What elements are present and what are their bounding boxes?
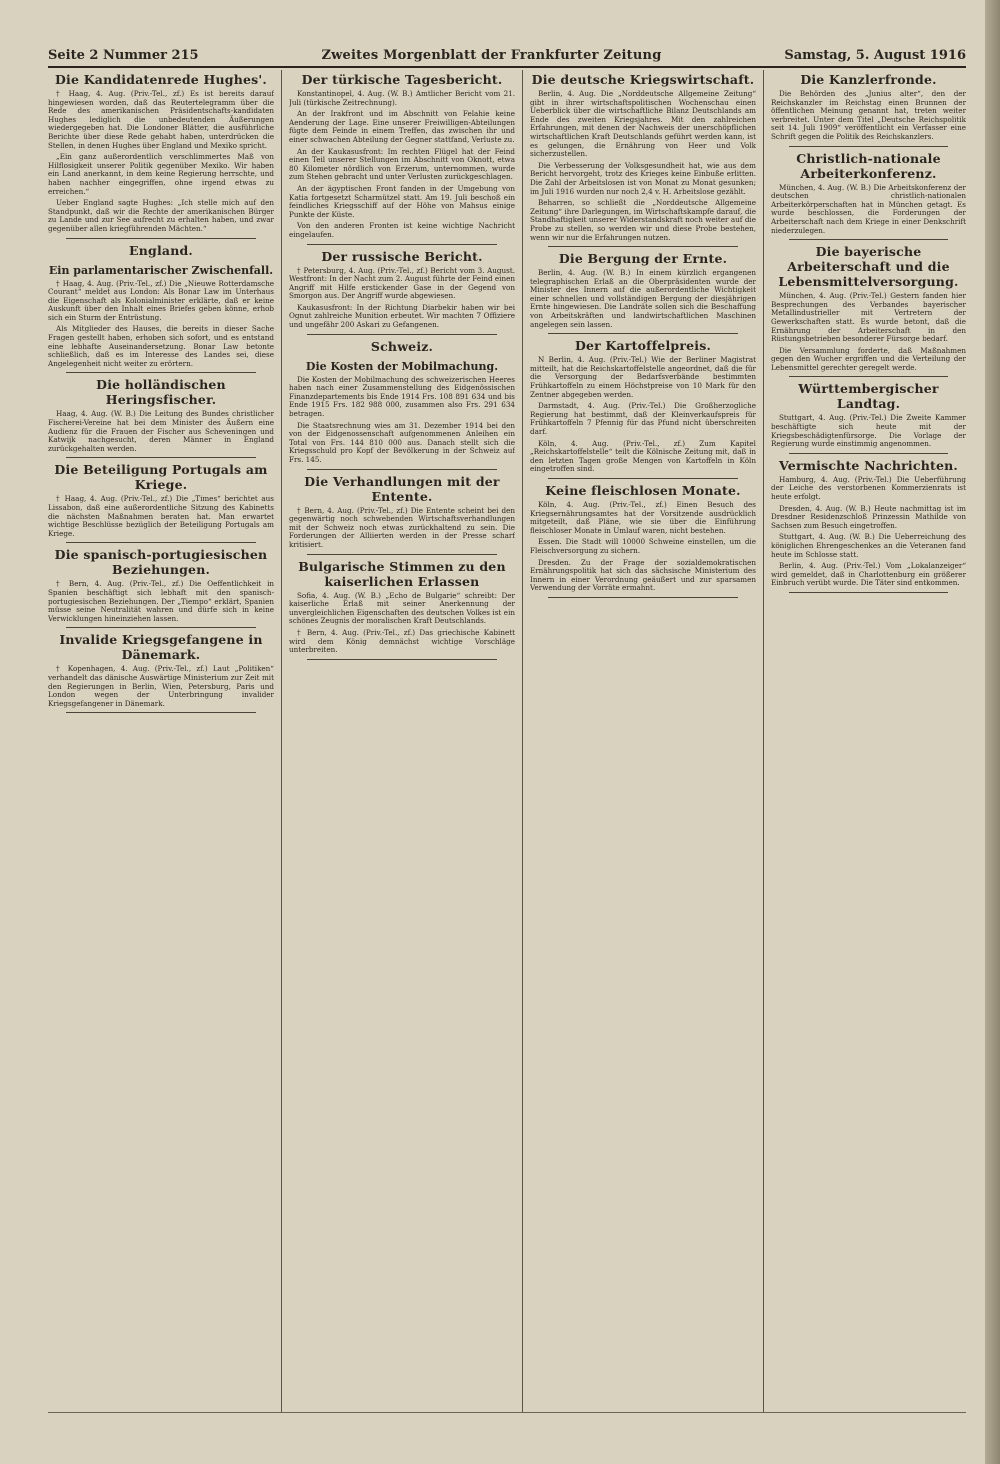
article-paragraph: † Bern, 4. Aug. (Priv.-Tel., zf.) Die Entente scheint bei den gegenwärtig noch schwebenden Wirtschaftsverhandlungen mit der Schweiz noch etwas zurückhaltend zu sein. Die Forderungen der Alliierten werden in der Presse scharf kritisiert. — [289, 505, 515, 549]
article-separator — [66, 372, 256, 373]
article-paragraph: † Bern, 4. Aug. (Priv.-Tel., zf.) Das griechische Kabinett wird dem König demnächst wichtige Vorschläge unterbreiten. — [289, 627, 515, 655]
article-headline: Schweiz. — [370, 338, 434, 354]
article-paragraph: Die Kosten der Mobilmachung des schweizerischen Heeres haben nach einer Zusammenstellung des Eidgenössischen Finanzdepartements bis Ende 1914 Frs. 108 891 634 und bis Ende 1915 Frs. 182 988 000, zusammen also Frs. 291 634 betragen. — [289, 374, 515, 419]
article-separator — [66, 712, 256, 713]
article-headline: Die bayerische Arbeiterschaft und die Lebensmittelversorgung. — [778, 244, 959, 290]
article-paragraph: † Petersburg, 4. Aug. (Priv.-Tel., zf.) Bericht vom 3. August. Westfront: In der Nacht zum 2. August führte der Feind einen Angriff mit Hilfe erstickender Gase in der Gegend von Smorgon aus. Der Angriff wurde abgewiesen. — [289, 265, 515, 301]
article-paragraph: München, 4. Aug. (W. B.) Die Arbeitskonferenz der deutschen christlich-nationalen Arbeiterkörperschaften hat in München getagt. Es wurde beschlossen, die Forderungen der Arbeiterschaft nach dem Kriege in einer Denkschrift niederzulegen. — [771, 182, 966, 235]
article-separator — [66, 627, 256, 628]
page-header — [48, 44, 966, 68]
article-separator — [307, 244, 497, 245]
article-paragraph: Konstantinopel, 4. Aug. (W. B.) Amtlicher Bericht vom 21. Juli (türkische Zeitrechnung). — [289, 89, 515, 107]
article-headline: Die Bergung der Ernte. — [558, 251, 728, 267]
article-paragraph: An der Kaukasusfront: Im rechten Flügel hat der Feind einen Teil unserer Stellungen im Abschnitt von Oknott, etwa 80 Kilometer nördlich von Erzerum, unternommen, wurde zum Stehen gebracht und unter Verlusten zurückgeschlagen. — [289, 146, 515, 182]
article-separator — [789, 376, 948, 377]
article-paragraph: „Ein ganz außerordentlich verschlimmertes Maß von Hilflosigkeit unserer Politik gegenüber Mexiko. Wir haben ein Land anerkannt, in dem keine Regierung herrschte, und haben nachher eingegriffen, ohne irgend etwas zu erreichen.“ — [48, 152, 274, 196]
article-paragraph: Die Behörden des „Junius alter“, den der Reichskanzler im Reichstag einen Brunnen der öffentlichen Meinung genannt hat, treten weiter verbreitet. Unter dem Titel „Deutsche Reichspolitik seit 14. Juli 1909“ veröffentlicht ein Verfasser eine Schrift gegen die Politik des Reichskanzlers. — [771, 89, 966, 141]
article-subheadline: Die Kosten der Mobilmachung. — [305, 359, 499, 373]
article-subheadline: Ein parlamentarischer Zwischenfall. — [48, 263, 274, 277]
article-separator — [307, 469, 497, 470]
article-separator — [548, 333, 738, 334]
article-paragraph: Berlin, 4. Aug. (Priv.-Tel.) Vom „Lokalanzeiger“ wird gemeldet, daß in Charlottenburg ein größerer Einbruch verübt wurde. Die Täter sind entkommen. — [771, 561, 966, 588]
binding-edge — [985, 0, 1000, 1464]
article-headline: Christlich-nationale Arbeiterkonferenz. — [796, 150, 941, 181]
article-separator — [789, 453, 948, 454]
column-1 — [48, 70, 274, 1412]
article-paragraph: Als Mitglieder des Hauses, die bereits in dieser Sache Fragen gestellt haben, erhoben sich sofort, und es entstand eine lebhafte Auseinandersetzung. Bonar Law betonte schließlich, daß es im Interesse des Landes sei, diese Angelegenheit nicht weiter zu erörtern. — [48, 324, 274, 368]
article-headline: Die Beteiligung Portugals am Kriege. — [54, 462, 268, 493]
article-headline: Die deutsche Kriegswirtschaft. — [531, 72, 755, 87]
article-headline: Vermischte Nachrichten. — [779, 457, 958, 473]
article-paragraph: An der ägyptischen Front fanden in der Umgebung von Katia fortgesetzt Scharmützel statt. Am 19. Juli beschoß ein feindliches Kriegsschiff auf der Höhe von Mahsus einige Punkte der Küste. — [289, 183, 515, 219]
article-separator — [789, 592, 948, 593]
article-paragraph: Köln, 4. Aug. (Priv.-Tel., zf.) Zum Kapitel „Reichskartoffelstelle“ teilt die Kölnische Zeitung mit, daß in den letzten Tagen große Mengen von Kartoffeln in Köln eingetroffen sind. — [530, 438, 756, 474]
article-headline: Bulgarische Stimmen zu den kaiserlichen Erlassen — [298, 558, 506, 589]
article-paragraph: Berlin, 4. Aug. Die „Norddeutsche Allgemeine Zeitung“ gibt in ihrer wirtschaftspolitischen Wochenschau einen Ueberblick über die wirtschaftliche Bilanz Deutschlands am Ende des zweiten Kriegsjahres. Mit den zahlreichen Erfahrungen, mit denen der Nachweis der unerschöpflichen wirtschaftlichen Kraft Deutschlands geführt werden kann, ist es gelungen, die Ernährung von Heer und Volk sicherzustellen. — [530, 89, 756, 159]
article-paragraph: Berlin, 4. Aug. (W. B.) In einem kürzlich ergangenen telegraphischen Erlaß an die Oberpräsidenten wurde der Minister des Innern auf die außerordentliche Wichtigkeit einer schnellen und vollständigen Bergung der diesjährigen Ernte hingewiesen. Die Landräte sollen sich die Beschaffung von Arbeitskräften und landwirtschaftlichen Maschinen angelegen sein lassen. — [530, 268, 756, 329]
article-paragraph: Hamburg, 4. Aug. (Priv.-Tel.) Die Ueberführung der Leiche des verstorbenen Kommerzienrats ist heute erfolgt. — [771, 474, 966, 502]
article-headline: Invalide Kriegsgefangene in Dänemark. — [59, 632, 263, 663]
article-headline: Württembergischer Landtag. — [798, 381, 939, 412]
issue-date: Samstag, 5. August 1916 — [784, 47, 966, 63]
article-headline: Der türkische Tagesbericht. — [301, 72, 503, 87]
article-paragraph: † Haag, 4. Aug. (Priv.-Tel., zf.) Die „Nieuwe Rotterdamsche Courant“ meldet aus London: Als Bonar Law im Unterhaus die Eigenschaft als Kolonialminister erklärte, daß er keine Auskunft über den Inhalt eines Briefes geben könne, erhob sich ein Sturm der Entrüstung. — [48, 278, 274, 322]
article-paragraph: Die Staatsrechnung wies am 31. Dezember 1914 bei den von der Eidgenossenschaft aufgenommenen Anleihen ein Total von Frs. 144 810 000 aus. Danach stellt sich die Kriegsschuld pro Kopf der Bevölkerung in der Schweiz auf Frs. 145. — [289, 420, 515, 464]
article-separator — [66, 542, 256, 543]
article-headline: Die holländischen Heringsfischer. — [96, 377, 226, 408]
article-headline: Die spanisch-portugiesischen Beziehungen. — [54, 547, 268, 578]
article-separator — [66, 238, 256, 239]
article-paragraph: † Bern, 4. Aug. (Priv.-Tel., zf.) Die Oeffentlichkeit in Spanien beschäftigt sich lebhaft mit den spanisch-portugiesischen Beziehungen. Der „Tiempo“ erklärt, Spanien müsse seine Neutralität wahren und dürfe sich in keine Verwicklungen hineinziehen lassen. — [48, 579, 274, 623]
column-rule — [522, 70, 523, 1412]
column-rule — [281, 70, 282, 1412]
article-paragraph: Dresden. Zu der Frage der sozialdemokratischen Ernährungspolitik hat sich das sächsische Ministerium des Innern in einer Verordnung geäußert und zur sparsamen Verwendung der Vorräte ermahnt. — [530, 557, 756, 593]
article-paragraph: München, 4. Aug. (Priv.-Tel.) Gestern fanden hier Besprechungen des Verbandes bayerischer Metallindustrieller mit Vertretern der Gewerkschaften statt. Es wurde betont, daß die Ernährung der Arbeiterschaft in den Rüstungsbetrieben besonderer Fürsorge bedarf. — [771, 291, 966, 344]
newspaper-title: Zweites Morgenblatt der Frankfurter Zeitung — [321, 47, 662, 63]
article-paragraph: Stuttgart, 4. Aug. (Priv.-Tel.) Die Zweite Kammer beschäftigte sich heute mit der Kriegsbeschädigtenfürsorge. Die Vorlage der Regierung wurde einstimmig angenommen. — [771, 413, 966, 449]
column-4 — [771, 70, 966, 1412]
column-rule — [763, 70, 764, 1412]
article-paragraph: Essen. Die Stadt will 10000 Schweine einstellen, um die Fleischversorgung zu sichern. — [530, 537, 756, 555]
article-paragraph: Die Versammlung forderte, daß Maßnahmen gegen den Wucher ergriffen und die Verteilung der Lebensmittel gerechter geregelt werde. — [771, 345, 966, 372]
bottom-rule — [48, 1412, 966, 1413]
article-paragraph: Ueber England sagte Hughes: „Ich stelle mich auf den Standpunkt, daß wir die Rechte der amerikanischen Bürger zu Lande und zur See aufrecht zu erhalten haben, und zwar gegenüber allen kriegführenden Mächten.“ — [48, 198, 274, 233]
article-paragraph: † Kopenhagen, 4. Aug. (Priv.-Tel., zf.) Laut „Politiken“ verhandelt das dänische Auswärtige Ministerium zur Zeit mit den Regierungen in Berlin, Wien, Petersburg, Paris und London wegen der Unterbringung invalider Kriegsgefangener in Dänemark. — [48, 664, 274, 708]
article-headline: Die Kanzlerfronde. — [800, 72, 937, 87]
article-paragraph: Kaukasusfront: In der Richtung Diarbekir haben wir bei Ognut zahlreiche Munition erbeutet. Wir machten 7 Offiziere und ungefähr 200 Askari zu Gefangenen. — [289, 302, 515, 330]
article-separator — [66, 457, 256, 458]
page-number: Seite 2 Nummer 215 — [48, 47, 199, 63]
article-paragraph: Köln, 4. Aug. (Priv.-Tel., zf.) Einen Besuch des Kriegsernährungsamtes hat der Vorsitzende ausdrücklich mitgeteilt, daß Pläne, wie sie über die Einführung fleischloser Monate in Umlauf waren, nicht bestehen. — [530, 499, 756, 535]
article-paragraph: Sofia, 4. Aug. (W. B.) „Echo de Bulgarie“ schreibt: Der kaiserliche Erlaß mit seiner Anerkennung der unvergleichlichen Eigenschaften des deutschen Volkes ist ein schönes Zeugnis der moralischen Kraft Deutschlands. — [289, 590, 515, 626]
article-headline: Keine fleischlosen Monate. — [545, 482, 741, 498]
article-paragraph: An der Irakfront und im Abschnitt von Felahie keine Aenderung der Lage. Eine unserer Freiwilligen-Abteilungen fügte dem Feinde in einem Treffen, das zwischen ihr und einer schwachen Abteilung der Gegner stattfand, Verluste zu. — [289, 109, 515, 144]
article-paragraph: Dresden, 4. Aug. (W. B.) Heute nachmittag ist im Dresdner Residenzschloß Prinzessin Mathilde von Sachsen zum Besuch eingetroffen. — [771, 503, 966, 530]
article-paragraph: † Haag, 4. Aug. (Priv.-Tel., zf.) Es ist bereits darauf hingewiesen worden, daß das Reutertelegramm über die Rede des amerikanischen Präsidentschafts-kandidaten Hughes lediglich die unbedeutenden Äußerungen wiedergegeben hat. Die Londoner Blätter, die ausführliche Berichte über diese Rede gehabt haben, unterdrücken die Stellen, in denen Hughes über England und Mexiko spricht. — [48, 89, 274, 150]
article-separator — [789, 239, 948, 240]
article-separator — [548, 597, 738, 598]
article-headline: Die Kandidatenrede Hughes'. — [55, 72, 267, 87]
article-paragraph: Stuttgart, 4. Aug. (W. B.) Die Ueberreichung des königlichen Ehrengeschenkes an die Veteranen fand heute im Schlosse statt. — [771, 532, 966, 559]
article-headline: Der russische Bericht. — [321, 248, 483, 264]
article-paragraph: N Berlin, 4. Aug. (Priv.-Tel.) Wie der Berliner Magistrat mitteilt, hat die Reichskartoffelstelle angeordnet, daß die für die Versorgung der Bedarfsverbände bestimmten Frühkartoffeln zu einem Höchstpreise von 10 Mark für den Zentner abgegeben werden. — [530, 355, 756, 399]
article-separator — [548, 478, 738, 479]
article-separator — [548, 246, 738, 247]
article-paragraph: Darmstadt, 4. Aug. (Priv.-Tel.) Die Großherzogliche Regierung hat bestimmt, daß der Kleinverkaufspreis für Frühkartoffeln 7 Pfennig für das Pfund nicht überschreiten darf. — [530, 401, 756, 436]
article-paragraph: † Haag, 4. Aug. (Priv.-Tel., zf.) Die „Times“ berichtet aus Lissabon, daß eine außerordentliche Sitzung des Kabinetts die nächsten Maßnahmen beraten hat. Man erwartet wichtige Beschlüsse bezüglich der Beteiligung Portugals am Kriege. — [48, 494, 274, 538]
article-headline: Der Kartoffelpreis. — [574, 338, 712, 354]
article-separator — [307, 554, 497, 555]
article-separator — [307, 334, 497, 335]
column-2 — [289, 70, 515, 1412]
article-paragraph: Beharren, so schließt die „Norddeutsche Allgemeine Zeitung“ ihre Darlegungen, im Wirtschaftskampfe darauf, die Standhaftigkeit unserer Widerstandskraft noch weiter auf die Probe zu stellen, so werden wir und diese Probe bestehen, wenn wir nur die Erfahrungen nutzen. — [530, 198, 756, 242]
article-paragraph: Haag, 4. Aug. (W. B.) Die Leitung des Bundes christlicher Fischerei-Vereine hat bei dem Minister des Äußern eine Audienz für die Frauen der Fischer aus Scheveningen und Katwijk nachgesucht, deren Männer in England zurückgehalten werden. — [48, 409, 274, 453]
article-paragraph: Die Verbesserung der Volksgesundheit hat, wie aus dem Bericht hervorgeht, trotz des Krieges keine Einbuße erlitten. Die Zahl der Arbeitslosen ist von Monat zu Monat gesunken; im Juli 1916 wurden nur noch 2,4 v. H. Arbeitslose gezählt. — [530, 160, 756, 196]
column-3 — [530, 70, 756, 1412]
article-paragraph: Von den anderen Fronten ist keine wichtige Nachricht eingelaufen. — [289, 221, 515, 239]
article-headline: Die Verhandlungen mit der Entente. — [304, 473, 500, 504]
article-separator — [307, 659, 497, 660]
article-separator — [789, 146, 948, 147]
article-headline: England. — [129, 242, 193, 258]
